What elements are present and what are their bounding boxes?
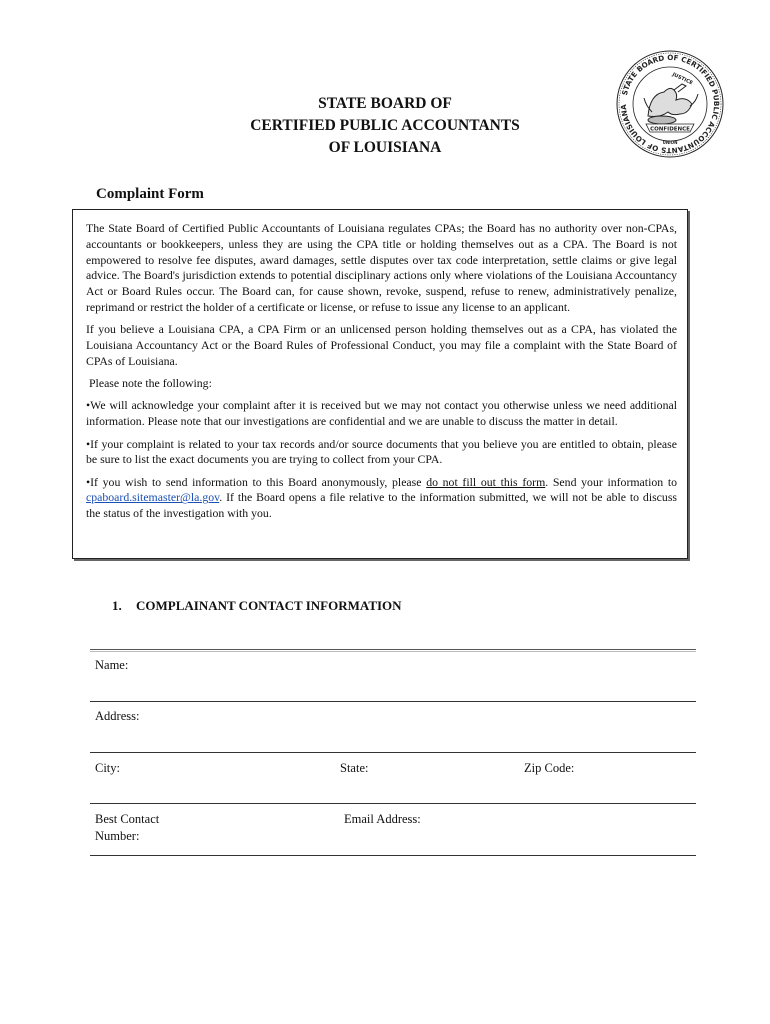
city-label: City: <box>95 761 121 775</box>
name-field-line[interactable] <box>90 701 696 702</box>
email-link[interactable]: cpaboard.sitemaster@la.gov <box>86 490 220 505</box>
contact-email-line[interactable] <box>90 855 696 856</box>
notice-box <box>72 209 688 559</box>
notice-paragraph-2: If you believe a Louisiana CPA, a CPA Firm or an unlicensed person holding themselves out as a CPA, has violated the Louisiana Accountancy Act or the Board Rules of Professional Conduct, you may file a complaint with the State Board of CPAs of Louisiana. <box>86 322 677 368</box>
seal-ribbon-text: CONFIDENCE <box>650 126 690 133</box>
address-label: Address: <box>95 709 140 723</box>
form-top-rule <box>90 649 696 650</box>
bullet-3-text-a: •If you wish to send information to this Board anonymously, please <box>86 474 427 489</box>
section-1-heading <box>112 598 402 614</box>
section-title: COMPLAINANT CONTACT INFORMATION <box>136 598 402 613</box>
notice-bullet-2: •If your complaint is related to your tax records and/or source documents that you believe you are entitled to obtain, please be sure to list the exact documents you are trying to collect from your CPA. <box>86 436 677 467</box>
notice-bullet-3 <box>86 475 677 522</box>
notice-bullet-1: •We will acknowledge your complaint after it is received but we may not contact you otherwise unless we need additional information. Please note that our investigations are confidential and we are unable to discuss the matter in detail. <box>86 398 677 429</box>
zip-code-label: Zip Code: <box>524 761 575 775</box>
state-label: State: <box>340 761 369 775</box>
bullet-3-text-c: . If the Board opens a file relative to the information submitted, we will not be able to discuss the status of the investigation with you. <box>86 490 677 521</box>
form-title: Complaint Form <box>96 186 204 202</box>
section-number: 1. <box>112 598 122 613</box>
name-label: Name: <box>95 658 129 672</box>
email-address-label: Email Address: <box>344 812 421 826</box>
board-title-line-1: STATE BOARD OF <box>318 95 452 112</box>
seal-banner-text: JUSTICE <box>671 71 694 87</box>
address-field-line[interactable] <box>90 752 696 753</box>
board-title-line-2: CERTIFIED PUBLIC ACCOUNTANTS <box>250 117 520 134</box>
board-title-line-3: OF LOUISIANA <box>328 139 442 156</box>
board-title <box>200 93 570 159</box>
do-not-fill-underlined: do not fill out this form <box>426 474 546 489</box>
bullet-3-text-b: . Send your information to <box>545 474 677 489</box>
note-label: Please note the following: <box>89 376 212 391</box>
seal-bottom-text: UNION <box>662 140 678 145</box>
best-contact-label <box>95 811 159 845</box>
city-state-zip-line[interactable] <box>90 803 696 804</box>
seal-ring-text: STATE BOARD OF CERTIFIED PUBLIC ACCOUNTANTS OF LOUISIANA <box>618 52 722 156</box>
best-contact-label-line-1: Best Contact <box>95 812 160 826</box>
louisiana-board-seal <box>616 50 724 158</box>
best-contact-label-line-2: Number: <box>95 829 140 843</box>
notice-paragraph-1: The State Board of Certified Public Accountants of Louisiana regulates CPAs; the Board has no authority over non-CPAs, accountants or bookkeepers, unless they are using the CPA title or holding themselves out as a CPA. The Board is not empowered to resolve fee disputes, award damages, settle disputes over tax code interpretation, settle claims or give legal advice. The Board's jurisdiction extends to potential disciplinary actions only where violations of the Louisiana Accountancy Act or Board Rules occur. The Board can, for cause shown, revoke, suspend, refuse to renew, administratively penalize, reprimand or restrict the holder of a certificate or license, or refuse to issue any license to an applicant. <box>86 221 677 314</box>
